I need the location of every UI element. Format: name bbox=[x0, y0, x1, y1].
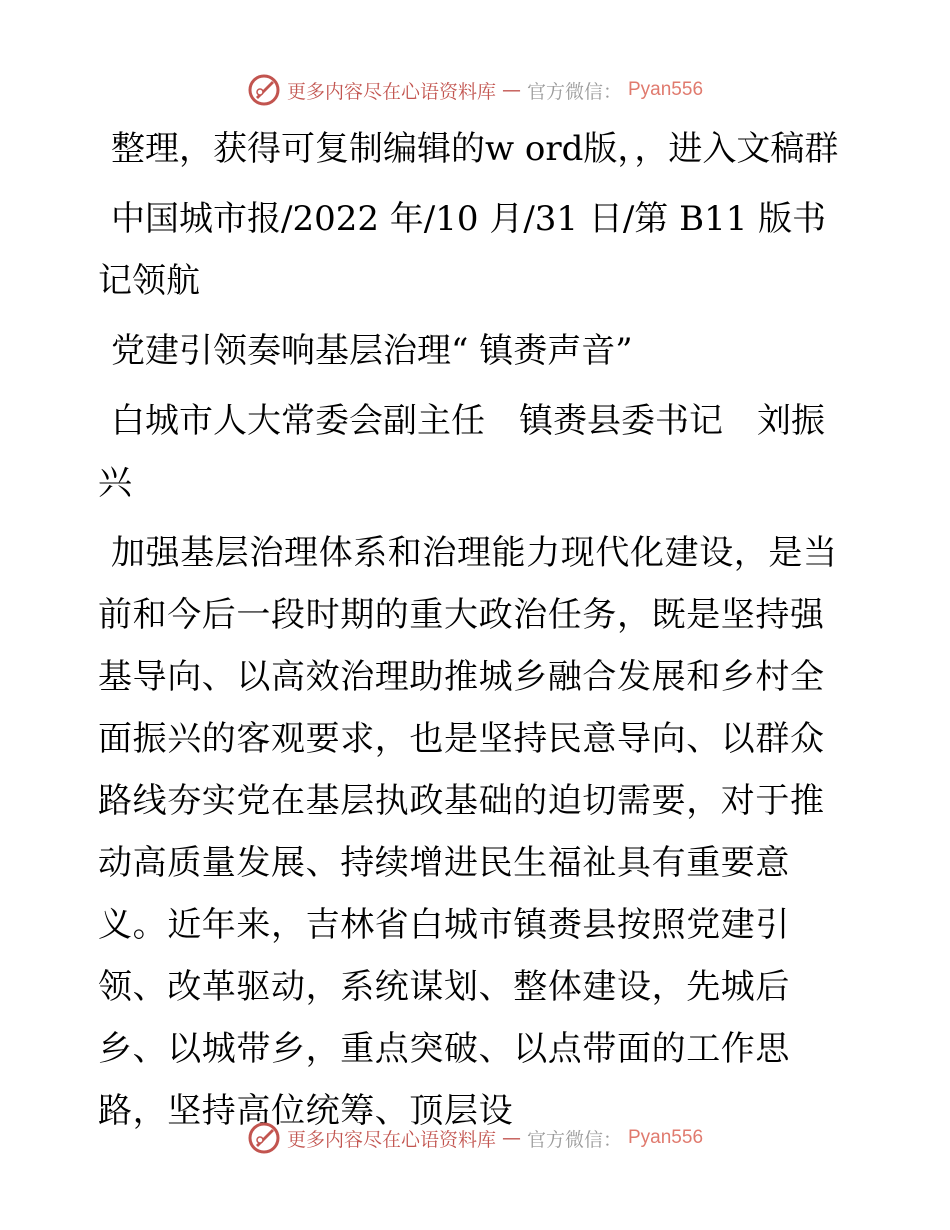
watermark-id: Pyan556 bbox=[628, 1127, 704, 1148]
watermark-text: 更多内容尽在心语资料库 bbox=[286, 1128, 496, 1151]
watermark-footer bbox=[0, 1118, 950, 1158]
article-title: 党建引领奏响基层治理“ 镇赉声音” bbox=[111, 331, 633, 371]
watermark-label: 官方微信： bbox=[526, 1128, 622, 1151]
watermark-logo-icon bbox=[247, 73, 281, 107]
watermark-id: Pyan556 bbox=[628, 79, 704, 100]
watermark-logo-icon bbox=[247, 1121, 281, 1155]
watermark-dash: — bbox=[501, 79, 521, 101]
watermark-label: 官方微信： bbox=[526, 80, 622, 103]
watermark-header bbox=[0, 70, 950, 110]
paragraph-source: 中国城市报/2022 年/10 月/31 日/第 B11 版书记领航 bbox=[98, 199, 827, 301]
article-author: 白城市人大常委会副主任 镇赉县委书记 刘振兴 bbox=[98, 401, 825, 503]
document-body bbox=[98, 118, 858, 1142]
article-body-paragraph: 加强基层治理体系和治理能力现代化建设，是当前和今后一段时期的重大政治任务，既是坚持强基导向、以高效治理助推城乡融合发展和乡村全面振兴的客观要求，也是坚持民意导向、以群众路线夯实党在基层执政基础的迫切需要，对于推动高质量发展、持续增进民生福祉具有重要意义。近年来，吉林省白城市镇赉县按照党建引领、改革驱动，系统谋划、整体建设，先城后乡、以城带乡，重点突破、以点带面的工作思路，坚持高位统筹、顶层设 bbox=[98, 533, 838, 1131]
watermark-dash: — bbox=[501, 1127, 521, 1149]
watermark-text: 更多内容尽在心语资料库 bbox=[286, 80, 496, 103]
paragraph-intro: 整理，获得可复制编辑的w ord版，，进入文稿群 bbox=[111, 129, 839, 169]
